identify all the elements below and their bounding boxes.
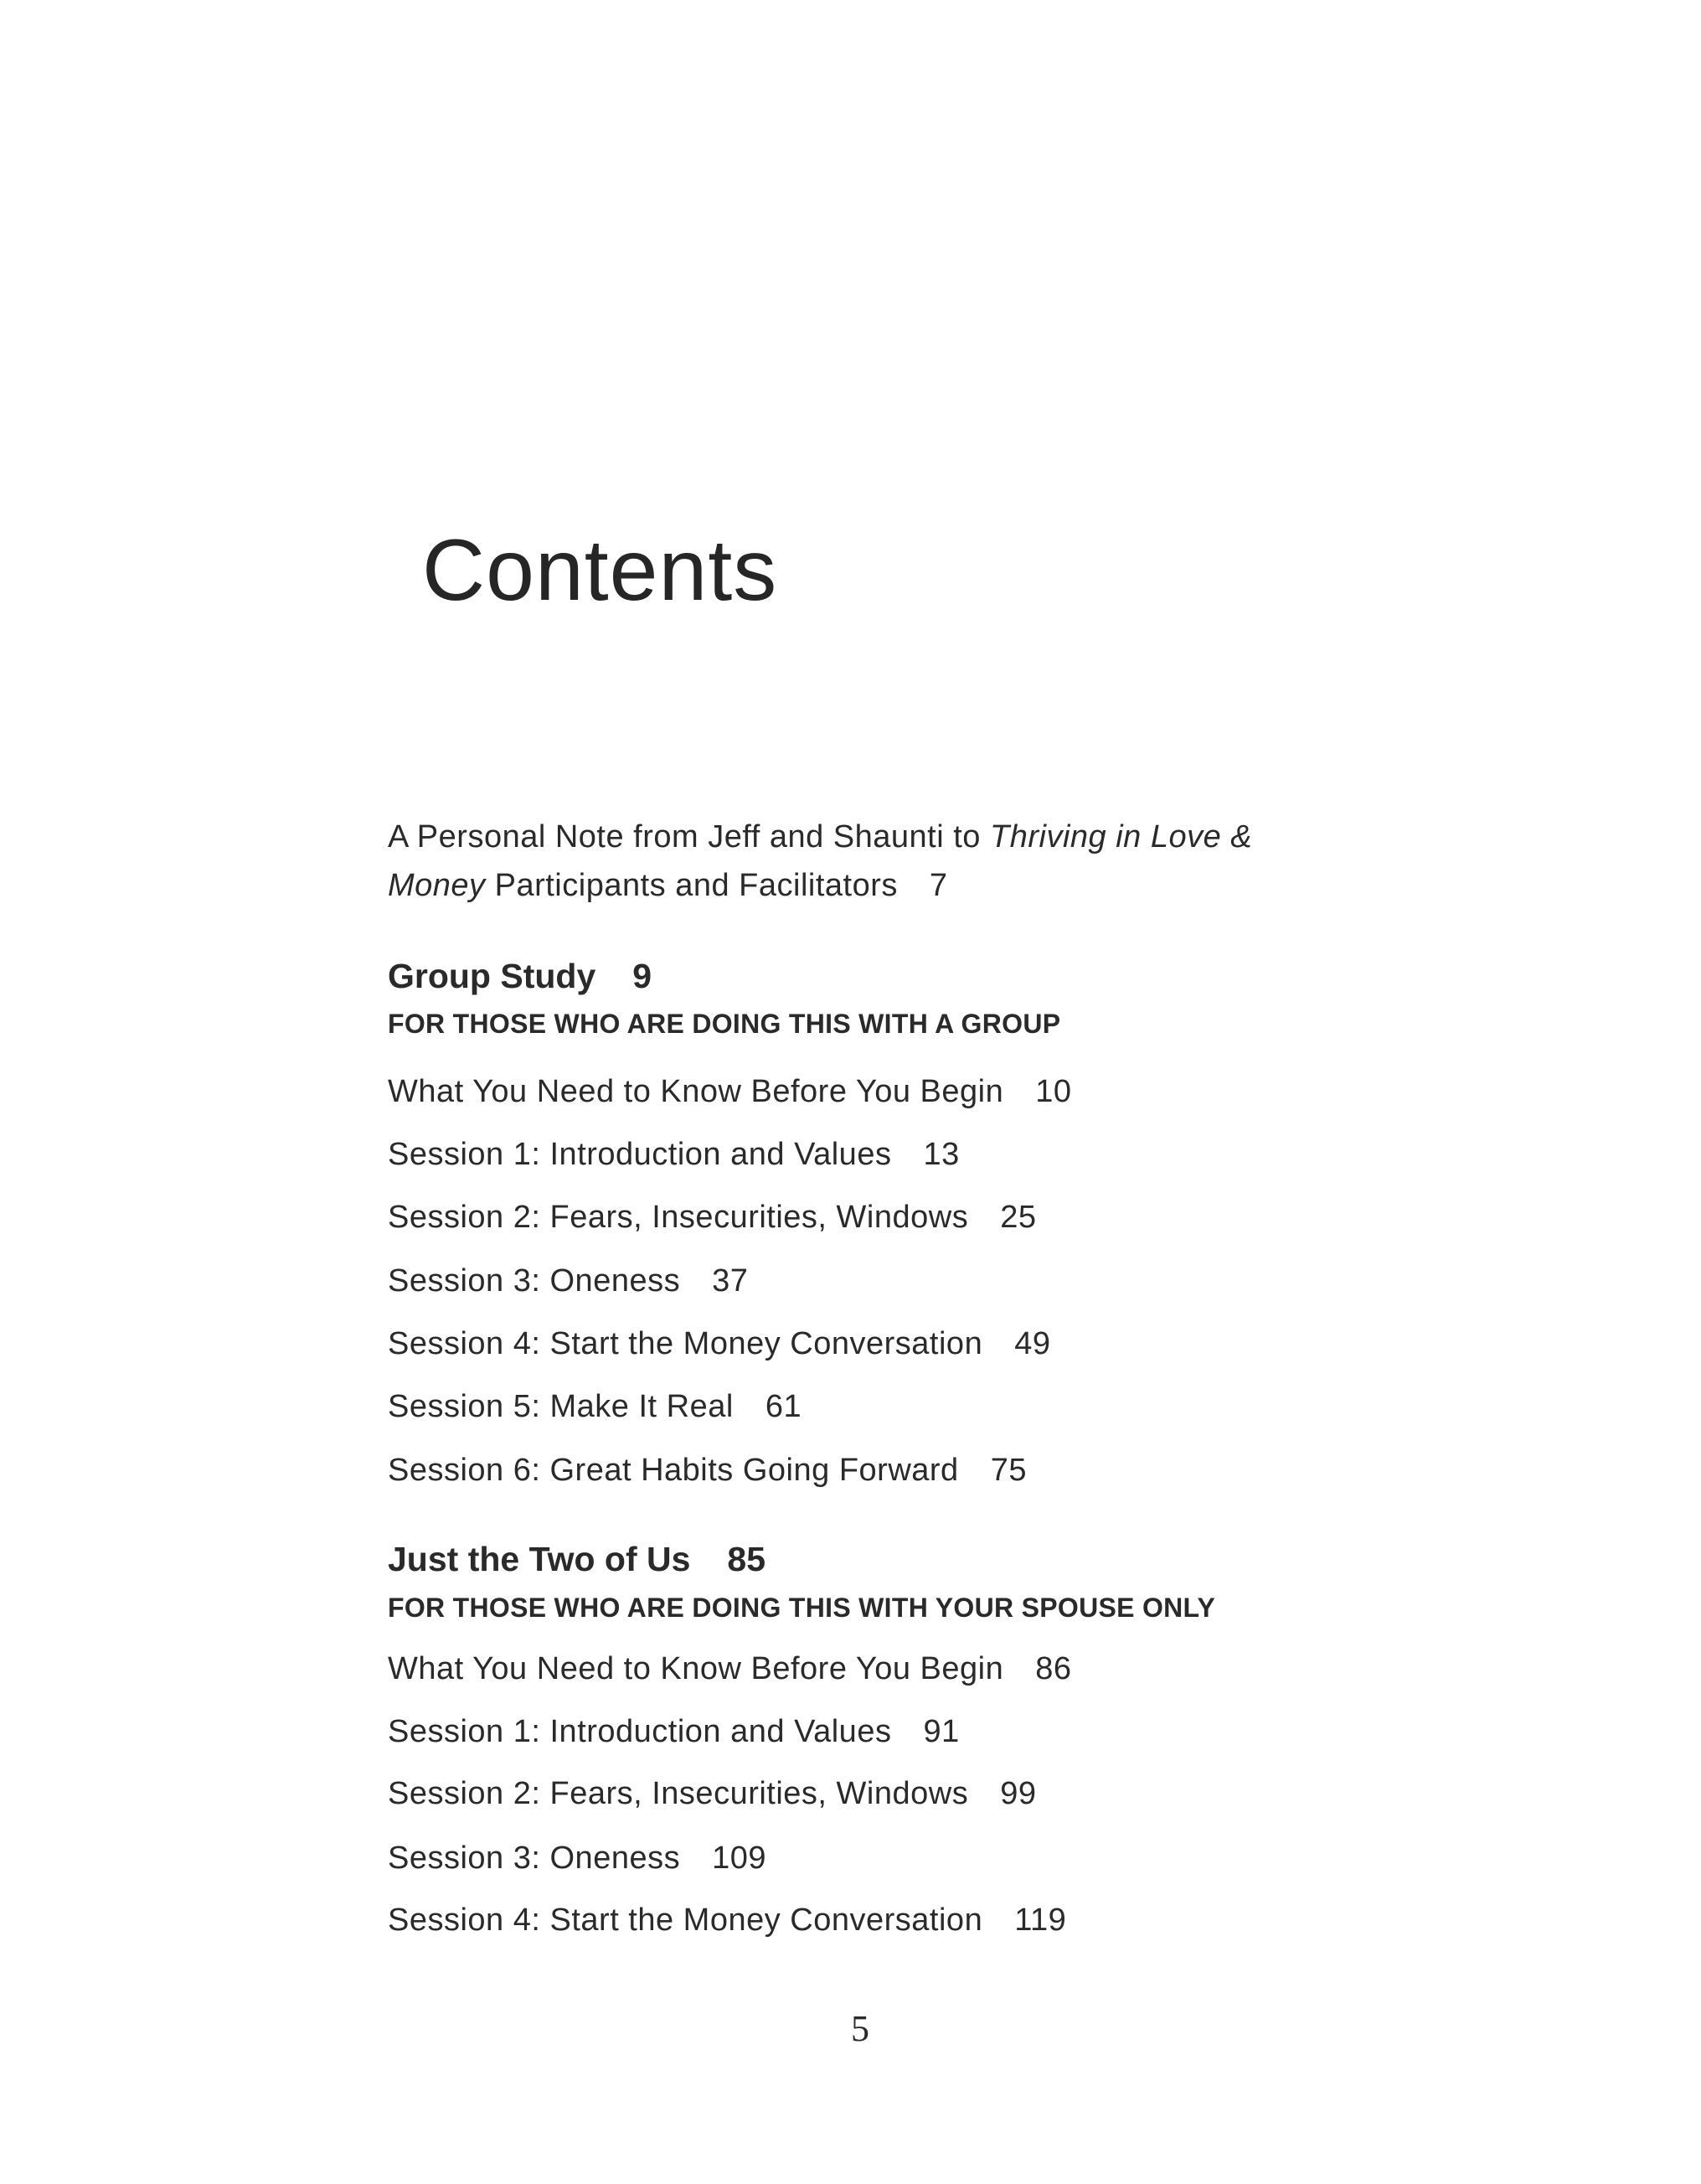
toc-entry[interactable]	[388, 1650, 1072, 1688]
entry-label: Session 1: Introduction and Values	[388, 1137, 892, 1172]
entry-label: Session 3: Oneness	[388, 1263, 681, 1299]
toc-entry[interactable]	[388, 1072, 1072, 1111]
book-title-italic: Thriving in Love &	[990, 819, 1253, 854]
entry-label: Session 3: Oneness	[388, 1841, 681, 1876]
toc-entry[interactable]	[388, 1774, 1036, 1813]
toc-entry[interactable]	[388, 1387, 802, 1426]
page-number: 49	[1014, 1326, 1051, 1361]
entry-label: Session 5: Make It Real	[388, 1389, 734, 1424]
section-heading-just-the-two-of-us[interactable]	[388, 1539, 765, 1579]
toc-entry[interactable]	[388, 1262, 748, 1300]
toc-entry[interactable]	[388, 1901, 1066, 1939]
page-number: 7	[929, 868, 948, 903]
entry-label: What You Need to Know Before You Begin	[388, 1074, 1004, 1109]
page-number: 37	[712, 1263, 749, 1299]
page-number: 61	[765, 1389, 802, 1424]
page-number: 85	[727, 1540, 766, 1578]
page-number: 91	[923, 1714, 960, 1749]
toc-entry-personal-note-line1[interactable]	[388, 818, 1252, 856]
toc-entry[interactable]	[388, 1135, 960, 1174]
toc-entry[interactable]	[388, 1198, 1036, 1237]
toc-entry[interactable]	[388, 1712, 960, 1751]
book-title-italic: Money	[388, 868, 486, 903]
entry-label: Session 4: Start the Money Conversation	[388, 1903, 983, 1938]
section-title: Group Study	[388, 957, 596, 995]
page-number: 9	[632, 957, 652, 995]
page-number: 86	[1035, 1651, 1072, 1686]
entry-label: Session 2: Fears, Insecurities, Windows	[388, 1776, 969, 1811]
entry-label: Session 4: Start the Money Conversation	[388, 1326, 983, 1361]
page-number: 109	[712, 1841, 766, 1876]
entry-text: A Personal Note from Jeff and Shaunti to	[388, 819, 990, 854]
page-number: 10	[1035, 1074, 1072, 1109]
section-heading-group-study[interactable]	[388, 956, 652, 996]
entry-label: What You Need to Know Before You Begin	[388, 1651, 1004, 1686]
toc-entry-personal-note-line2[interactable]	[388, 866, 948, 905]
page-number: 13	[923, 1137, 960, 1172]
entry-label: Session 6: Great Habits Going Forward	[388, 1453, 959, 1488]
page-title: Contents	[422, 522, 778, 619]
entry-text: Participants and Facilitators	[485, 868, 898, 903]
toc-entry[interactable]	[388, 1324, 1050, 1363]
page-folio: 5	[851, 2008, 869, 2049]
section-subtitle: FOR THOSE WHO ARE DOING THIS WITH YOUR SPOUSE ONLY	[388, 1593, 1216, 1623]
page-number: 75	[990, 1453, 1027, 1488]
toc-entry[interactable]	[388, 1451, 1027, 1490]
section-title: Just the Two of Us	[388, 1540, 691, 1578]
section-subtitle: FOR THOSE WHO ARE DOING THIS WITH A GROUP	[388, 1009, 1061, 1039]
entry-label: Session 1: Introduction and Values	[388, 1714, 892, 1749]
page-number: 25	[1000, 1200, 1037, 1235]
entry-label: Session 2: Fears, Insecurities, Windows	[388, 1200, 969, 1235]
page-number: 119	[1014, 1903, 1067, 1938]
toc-entry[interactable]	[388, 1839, 766, 1877]
page-number: 99	[1000, 1776, 1037, 1811]
